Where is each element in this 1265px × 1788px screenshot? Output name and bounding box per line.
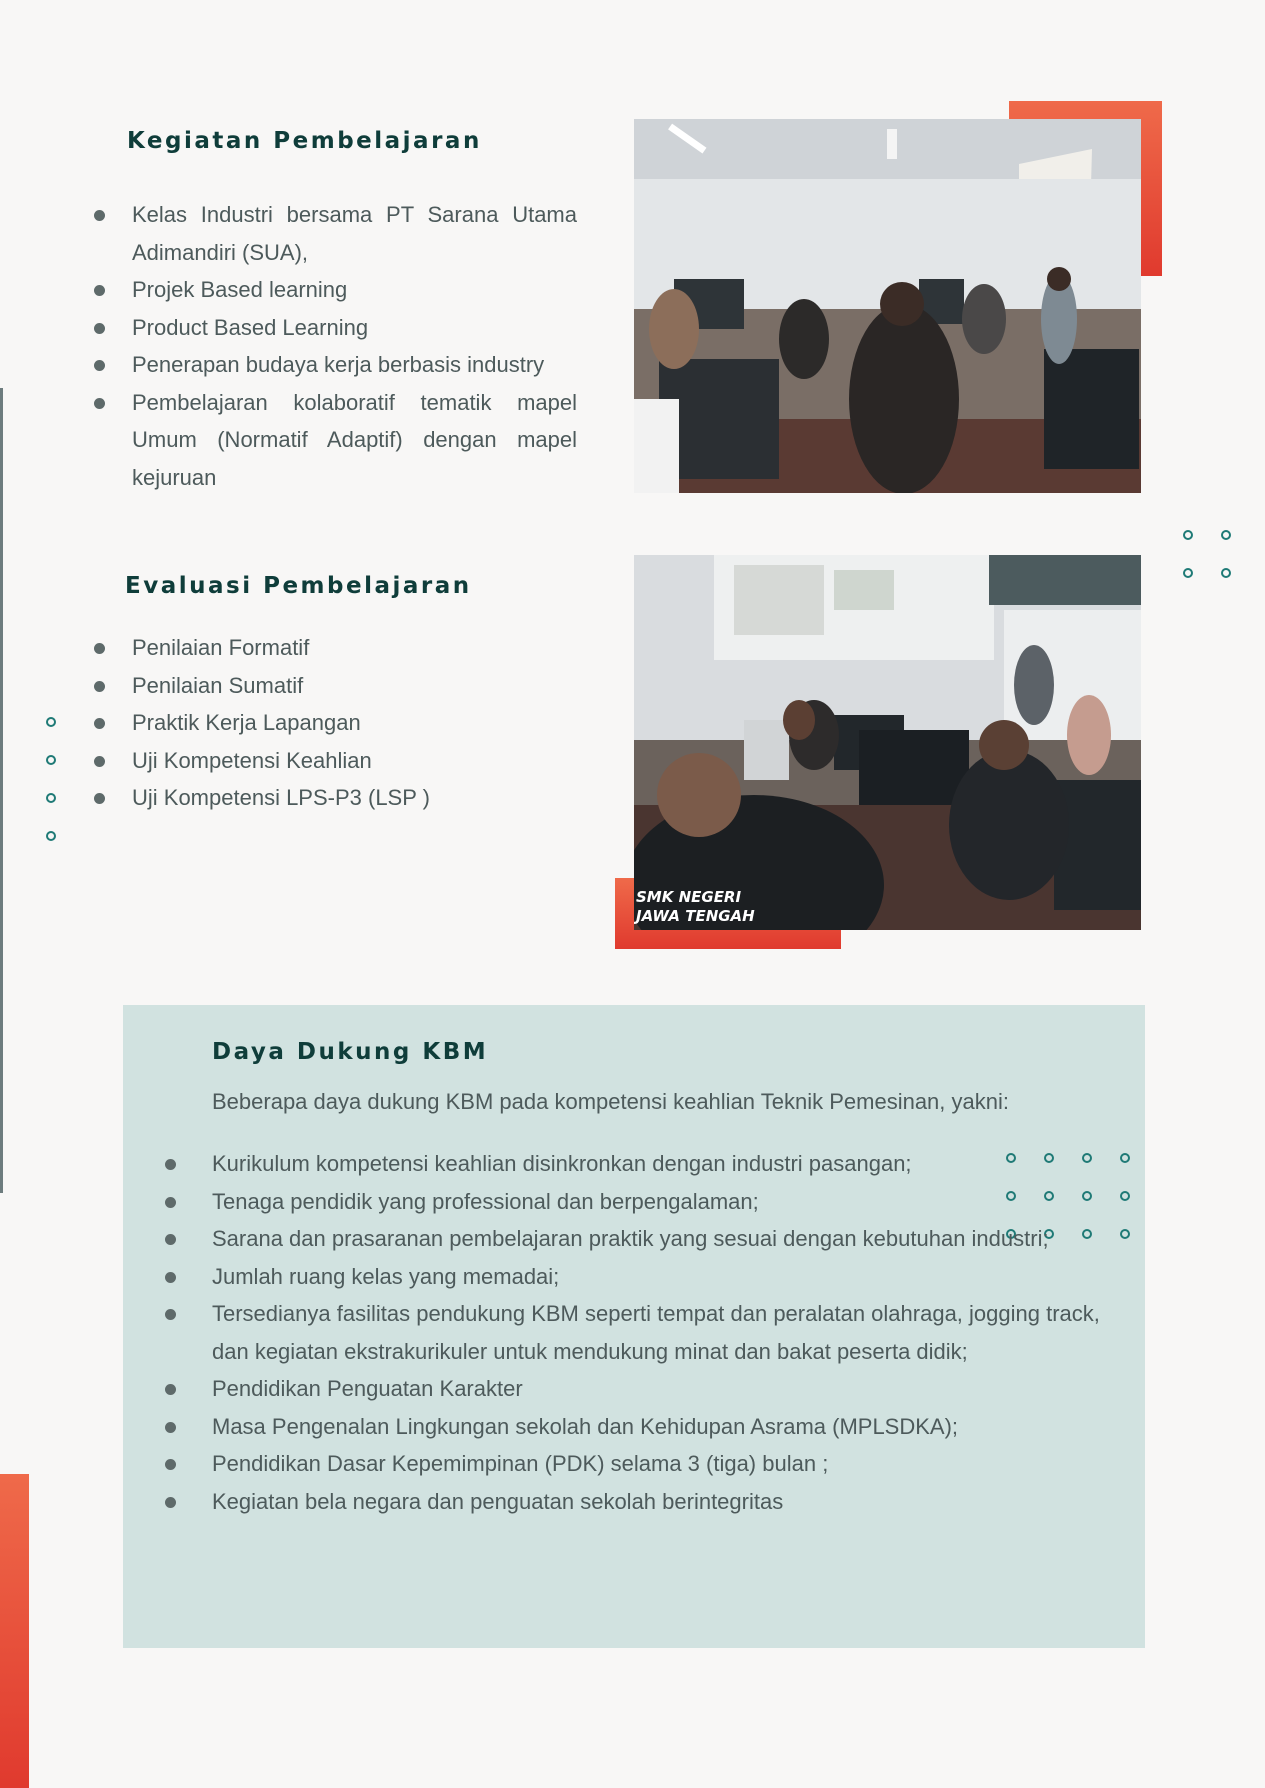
- list-item: Pendidikan Dasar Kepemimpinan (PDK) selama 3 (tiga) bulan ;: [165, 1445, 1110, 1483]
- list-item: Product Based Learning: [94, 309, 577, 347]
- classroom-photo-1-image: [634, 119, 1141, 493]
- list-item: Penilaian Sumatif: [94, 667, 534, 705]
- list-item: Pendidikan Penguatan Karakter: [165, 1370, 1110, 1408]
- evaluasi-list: [94, 629, 534, 817]
- list-item: Kurikulum kompetensi keahlian disinkronkan dengan industri pasangan;: [165, 1145, 1110, 1183]
- list-item: Penilaian Formatif: [94, 629, 534, 667]
- list-item: Tersedianya fasilitas pendukung KBM seperti tempat dan peralatan olahraga, jogging track, dan kegiatan ekstrakurikuler untuk mendukung minat dan bakat peserta didik;: [165, 1295, 1110, 1370]
- kegiatan-title: Kegiatan Pembelajaran: [127, 128, 482, 154]
- daya-dukung-intro: Beberapa daya dukung KBM pada kompetensi keahlian Teknik Pemesinan, yakni:: [212, 1089, 1009, 1114]
- list-item: Praktik Kerja Lapangan: [94, 704, 534, 742]
- jacket-text-2: JAWA TENGAH: [636, 907, 755, 925]
- left-edge-strip: [0, 388, 3, 1193]
- list-item: Projek Based learning: [94, 271, 577, 309]
- list-item: Sarana dan prasaranan pembelajaran praktik yang sesuai dengan kebutuhan industri;: [165, 1220, 1110, 1258]
- list-item: Penerapan budaya kerja berbasis industry: [94, 346, 577, 384]
- decor-dot-grid: [46, 717, 56, 841]
- classroom-photo-2: [634, 555, 1141, 930]
- left-accent-bar: [0, 1474, 29, 1788]
- list-item: Jumlah ruang kelas yang memadai;: [165, 1258, 1110, 1296]
- decor-dot-grid: [1183, 530, 1231, 578]
- evaluasi-title: Evaluasi Pembelajaran: [125, 573, 472, 599]
- list-item: Pembelajaran kolaboratif tematik mapel Umum (Normatif Adaptif) dengan mapel kejuruan: [94, 384, 577, 497]
- daya-dukung-title: Daya Dukung KBM: [212, 1039, 489, 1065]
- classroom-photo-1: [634, 119, 1141, 493]
- kegiatan-list: [94, 196, 577, 496]
- list-item: Tenaga pendidik yang professional dan berpengalaman;: [165, 1183, 1110, 1221]
- list-item: Uji Kompetensi LPS-P3 (LSP ): [94, 779, 534, 817]
- list-item: Uji Kompetensi Keahlian: [94, 742, 534, 780]
- list-item: Kegiatan bela negara dan penguatan sekolah berintegritas: [165, 1483, 1110, 1521]
- list-item: Masa Pengenalan Lingkungan sekolah dan Kehidupan Asrama (MPLSDKA);: [165, 1408, 1110, 1446]
- jacket-text-1: SMK NEGERI: [636, 888, 742, 906]
- list-item: Kelas Industri bersama PT Sarana Utama Adimandiri (SUA),: [94, 196, 577, 271]
- daya-dukung-list: [165, 1145, 1110, 1520]
- classroom-photo-2-image: [634, 555, 1141, 930]
